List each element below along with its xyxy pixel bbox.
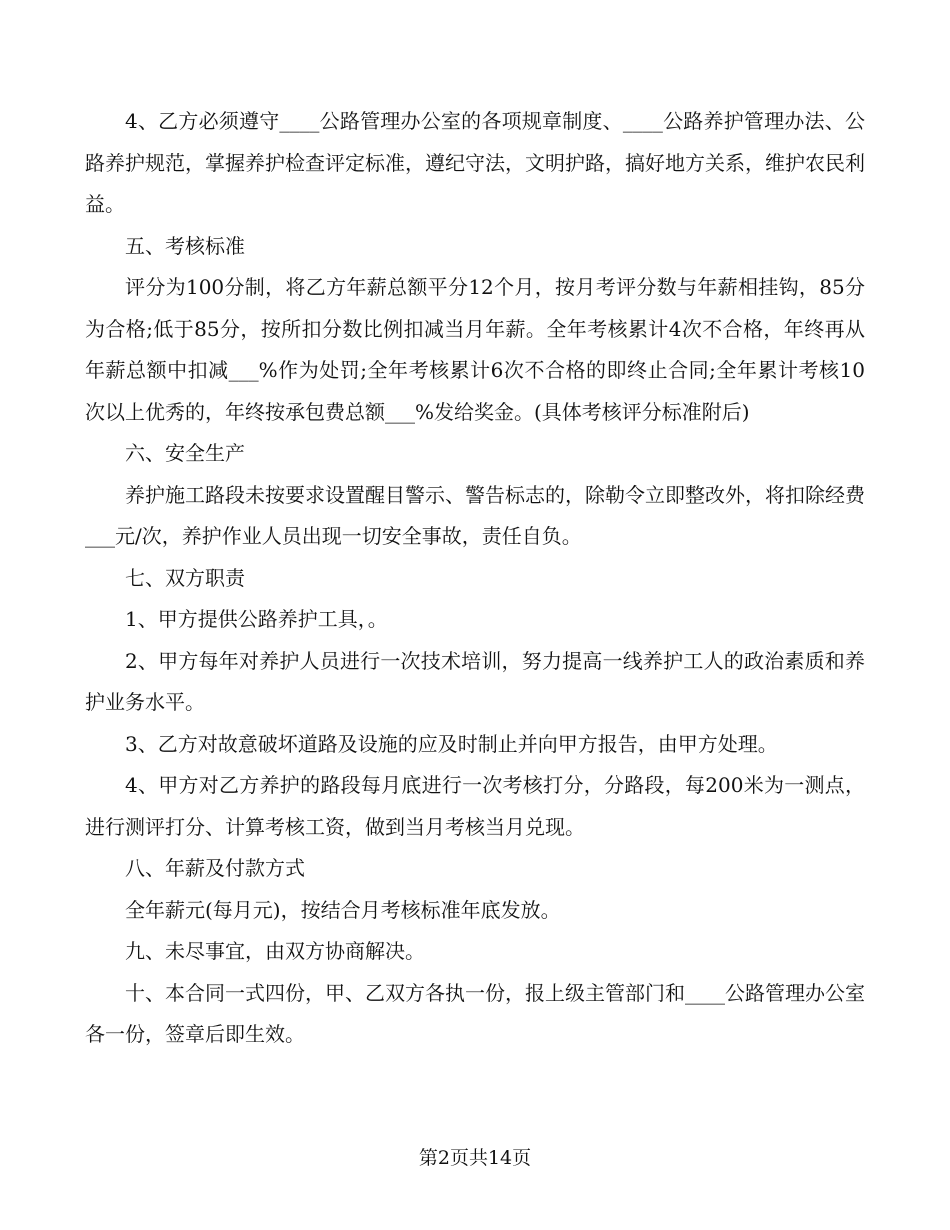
section-8-heading: 八、年薪及付款方式	[125, 856, 305, 880]
duty-3: 3、乙方对故意破坏道路及设施的应及时制止并向甲方报告，由甲方处理。	[125, 731, 778, 756]
duty-1: 1、甲方提供公路养护工具，。	[125, 607, 388, 631]
page-number: 第2页共14页	[418, 1147, 532, 1169]
document-body	[85, 101, 865, 1056]
duty-2: 2、甲方每年对养护人员进行一次技术培训，努力提高一线养护工人的政治素质和养护业务水平。	[85, 648, 865, 714]
section-5-scoring: 评分为100分制，将乙方年薪总额平分12个月，按月考评分数与年薪相挂钩，85分为合格;低于85分，按所扣分数比例扣减当月年薪。全年考核累计4次不合格，年终再从年薪总额中扣减___%作为处罚;全年考核累计6次不合格的即终止合同;全年累计考核10次以上优秀的，年终按承包费总额___%发给奖金。(具体考核评分标准附后)	[85, 275, 865, 424]
section-5-heading: 五、考核标准	[125, 233, 245, 258]
section-8-salary: 全年薪元(每月元)，按结合月考核标准年底发放。	[125, 897, 561, 922]
section-6-heading: 六、安全生产	[125, 441, 245, 465]
section-9-matters: 九、未尽事宜，由双方协商解决。	[125, 939, 425, 963]
section-10-copies: 十、本合同一式四份，甲、乙双方各执一份，报上级主管部门和____公路管理办公室各一份，签章后即生效。	[85, 980, 865, 1046]
clause-4-compliance: 4、乙方必须遵守____公路管理办公室的各项规章制度、____公路养护管理办法、公路养护规范，掌握养护检查评定标准，遵纪守法，文明护路，搞好地方关系，维护农民利益。	[85, 109, 865, 216]
duty-4: 4、甲方对乙方养护的路段每月底进行一次考核打分，分路段，每200米为一测点，进行测评打分、计算考核工资，做到当月考核当月兑现。	[85, 773, 865, 839]
section-6-safety: 养护施工路段未按要求设置醒目警示、警告标志的，除勒令立即整改外，将扣除经费___元/次，养护作业人员出现一切安全事故，责任自负。	[85, 482, 865, 548]
section-7-heading: 七、双方职责	[125, 565, 245, 590]
